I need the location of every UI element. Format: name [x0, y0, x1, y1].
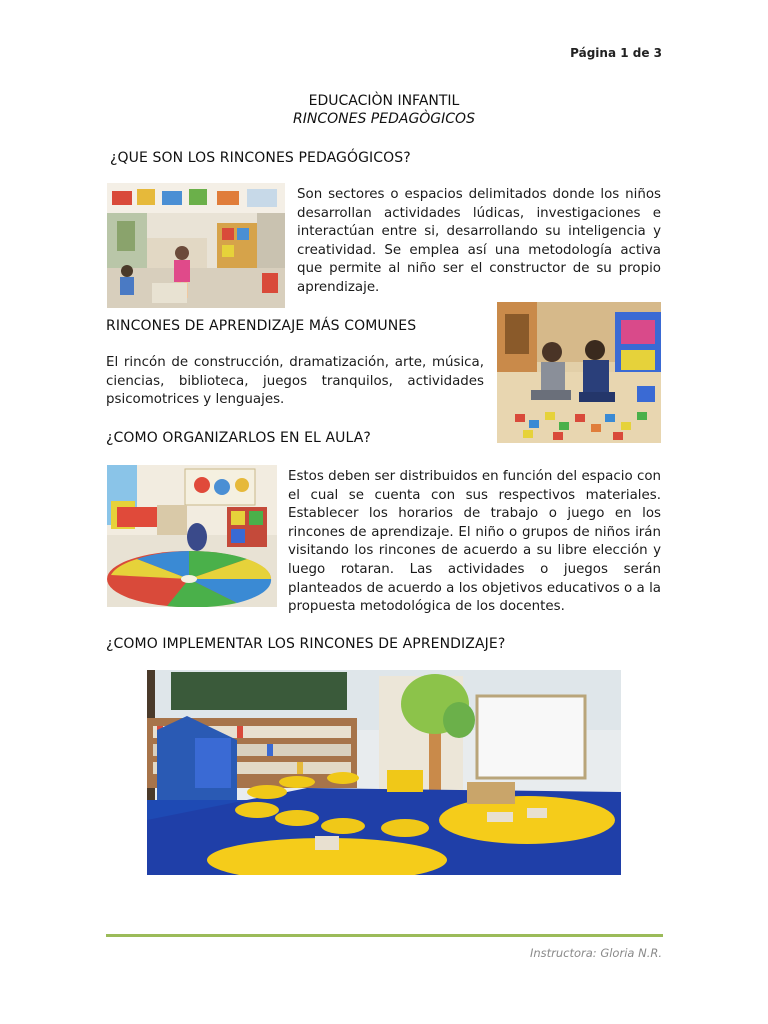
section-body-what-are: Son sectores o espacios delimitados donde los niños desarrollan actividades lúdicas, investigaciones e interactúan entre si, desarrollando su inteligencia y creatividad. Se emplea así una metodología activa que permite al niño ser el constructor de su propio aprendizaje.	[297, 187, 661, 295]
classroom-parachute-photo	[107, 465, 277, 607]
document-subtitle: RINCONES PEDAGÒGICOS	[293, 111, 475, 127]
classroom-library-photo	[147, 670, 621, 875]
title-block	[0, 92, 768, 128]
section-heading-common-corners: RINCONES DE APRENDIZAJE MÁS COMUNES	[106, 318, 417, 334]
classroom-photo-children	[107, 183, 285, 308]
section-body-common-corners: El rincón de construcción, dramatización, arte, música, ciencias, biblioteca, juegos tranquilos, actividades psicomotrices y lenguajes.	[106, 355, 484, 408]
footer-author: Instructora: Gloria N.R.	[529, 946, 662, 960]
section-heading-organize: ¿COMO ORGANIZARLOS EN EL AULA?	[106, 430, 371, 446]
section-heading-what-are: ¿QUE SON LOS RINCONES PEDAGÓGICOS?	[110, 150, 411, 166]
section-body-organize: Estos deben ser distribuidos en función del espacio con el cual se cuenta con sus respectivos materiales. Establecer los horarios de trabajo o juego en los rincones de aprendizaje. El niño o grupos de niños irán visitando los rincones de acuerdo a su libre elección y luego rotaran. Las actividades o juegos serán planteados de acuerdo a los objetivos educativos o a la propuesta metodológica de los docentes.	[288, 469, 661, 615]
footer-divider	[106, 934, 663, 937]
document-title: EDUCACIÒN INFANTIL	[308, 93, 460, 109]
children-building-blocks-photo	[497, 302, 661, 443]
page-number: Página 1 de 3	[570, 46, 662, 60]
section-heading-implement: ¿COMO IMPLEMENTAR LOS RINCONES DE APRENDIZAJE?	[106, 636, 506, 652]
